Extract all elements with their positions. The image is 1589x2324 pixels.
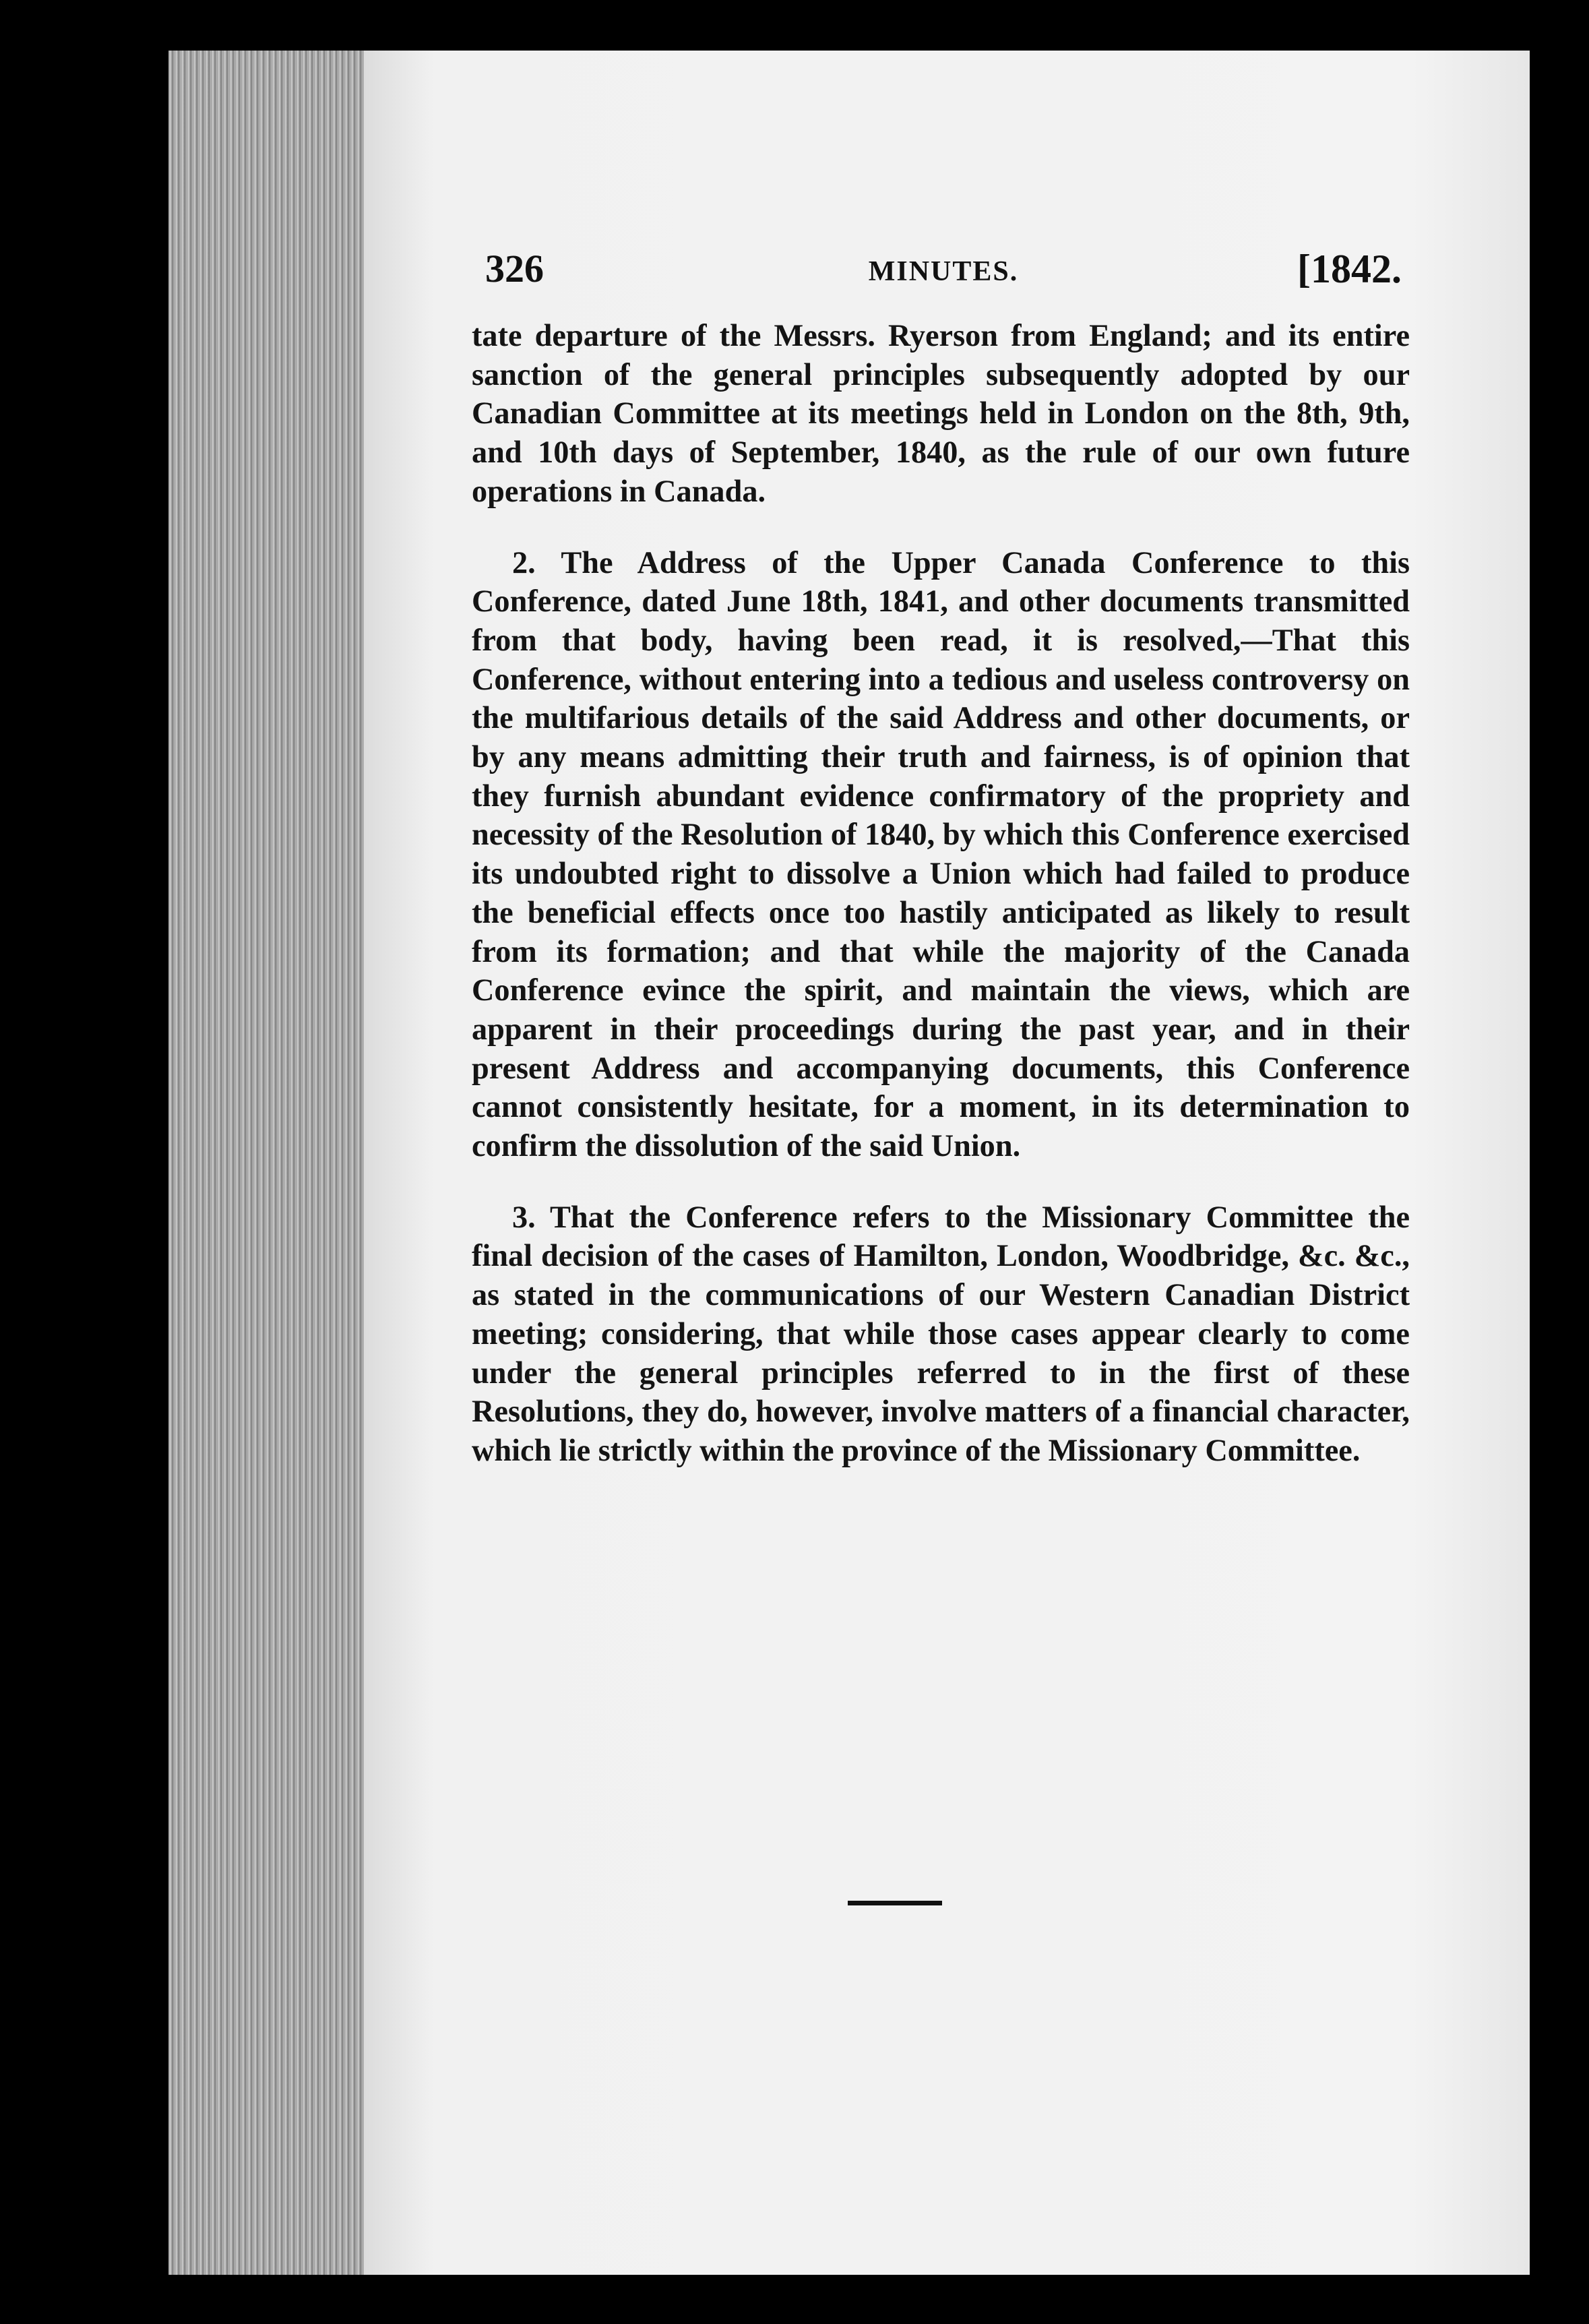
page-edges (168, 51, 364, 2275)
paragraph-2: 2. The Address of the Upper Canada Conference to this Conference, dated June 18th, 1841, and other documents transmitted from that body, having been read, it is resolved,—That this Conference, without entering into a tedious and useless controversy on the multifarious details of the said Address and other documents, or by any means admitting their truth and fairness, is of opinion that they furnish abundant evidence confirmatory of the propriety and necessity of the Resolution of 1840, by which this Conference exercised its undoubted right to dissolve a Union which had failed to produce the beneficial effects once too hastily anticipated as likely to result from its formation; and that while the majority of the Canada Conference evince the spirit, and maintain the views, which are apparent in their proceedings during the past year, and in their present Address and accompanying documents, this Conference cannot consistently hesitate, for a moment, in its determination to confirm the dissolution of the said Union. (472, 545, 1410, 1164)
year-marker: [1842. (1297, 247, 1402, 291)
running-title: MINUTES. (868, 256, 1019, 287)
body-text (472, 317, 1410, 1471)
page-border (1531, 51, 1550, 2167)
page-number: 326 (485, 247, 544, 290)
section-rule (848, 1901, 942, 1905)
page-header (485, 246, 1402, 300)
paragraph-1: tate departure of the Messrs. Ryerson from England; and its entire sanction of the general principles subsequently adopted by our Canadian Committee at its meetings held in London on the 8th, 9th, and 10th days of September, 1840, as the rule of our own future operations in Canada. (472, 319, 1410, 509)
paragraph-3: 3. That the Conference refers to the Missionary Committee the final decision of the cases of Hamilton, London, Woodbridge, &c. &c., as stated in the communications of our Western Canadian District meeting; considering, that while those cases appear clearly to come under the general principles referred to in the first of these Resolutions, they do, however, involve matters of a financial character, which lie strictly within the province of the Missionary Committee. (472, 1200, 1410, 1468)
